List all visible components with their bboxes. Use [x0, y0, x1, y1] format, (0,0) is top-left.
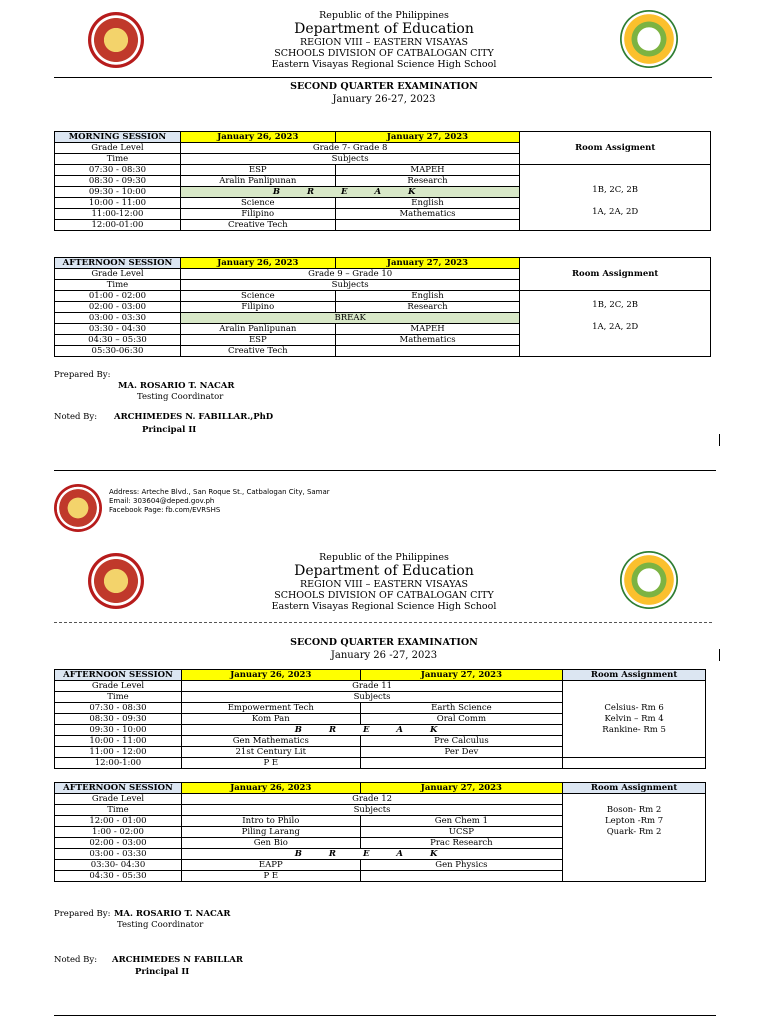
subject-day2: English	[335, 198, 520, 209]
subject-day2: Mathematics	[335, 209, 520, 220]
footer-contact	[109, 488, 330, 515]
page1-exam-dates: January 26-27, 2023	[332, 94, 436, 105]
subject-day2: MAPEH	[335, 165, 520, 176]
time-cell: 05:30-06:30	[55, 346, 181, 357]
subject-day1: P E	[181, 758, 360, 769]
date-col-1: January 26, 2023	[181, 670, 360, 681]
subject-day1: Creative Tech	[180, 220, 335, 231]
page2-exam-title: SECOND QUARTER EXAMINATION	[290, 637, 478, 648]
subject-day2: Prac Research	[360, 838, 563, 849]
noted-by-title: Principal II	[142, 425, 197, 435]
room-header: Room Assignment	[563, 783, 706, 794]
room-entry: Rankine- Rm 5	[602, 725, 666, 735]
room-assignments	[520, 165, 711, 231]
footer-divider	[54, 470, 716, 471]
subject-day2: UCSP	[360, 827, 563, 838]
header-dept: Department of Education	[294, 21, 474, 37]
time-cell: 10:00 - 11:00	[55, 198, 181, 209]
school-seal-logo	[620, 551, 678, 609]
subject-day1: ESP	[180, 165, 335, 176]
time-cell: 07:30 - 08:30	[55, 703, 182, 714]
subject-day2	[360, 758, 563, 769]
time-cell: 12:00-01:00	[55, 220, 181, 231]
grade-level-value: Grade 12	[181, 794, 562, 805]
noted-by-label: Noted By:	[54, 955, 98, 965]
room-group-2: 1A, 2A, 2D	[592, 207, 639, 217]
room-assignments	[563, 681, 706, 758]
date-col-1: January 26, 2023	[180, 132, 335, 143]
subjects-label: Subjects	[181, 692, 562, 703]
subjects-label: Subjects	[180, 154, 519, 165]
subject-day2: Oral Comm	[360, 714, 563, 725]
subject-day1: 21st Century Lit	[181, 747, 360, 758]
room-group-1: 1B, 2C, 2B	[592, 300, 639, 310]
noted-by-title: Principal II	[135, 967, 190, 977]
room-header: Room Assigment	[520, 132, 711, 165]
session-label: MORNING SESSION	[55, 132, 181, 143]
morning-session-table	[54, 131, 711, 231]
subjects-label: Subjects	[180, 280, 519, 291]
time-label: Time	[55, 692, 182, 703]
room-entry: Celsius- Rm 6	[604, 703, 664, 713]
grade-level-label: Grade Level	[55, 269, 181, 280]
date-col-1: January 26, 2023	[181, 783, 360, 794]
deped-seal-logo	[88, 553, 144, 609]
grade-level-value: Grade 7- Grade 8	[180, 143, 519, 154]
time-cell: 12:00-1:00	[55, 758, 182, 769]
grade11-session-table	[54, 669, 706, 769]
text-cursor	[719, 649, 720, 661]
header-divider	[54, 77, 712, 78]
break-time: 09:30 - 10:00	[55, 725, 182, 736]
break-time: 09:30 - 10:00	[55, 187, 181, 198]
footer-address: Address: Arteche Blvd., San Roque St., Catbalogan City, Samar	[109, 488, 330, 496]
subject-day1: Piling Larang	[181, 827, 360, 838]
room-group-1: 1B, 2C, 2B	[592, 185, 639, 195]
time-cell: 02:00 - 03:00	[55, 838, 182, 849]
break-row: B R E A K	[180, 187, 519, 198]
prepared-by-name: MA. ROSARIO T. NACAR	[114, 909, 231, 919]
header-region: REGION VIII – EASTERN VISAYAS	[299, 37, 469, 48]
subject-day2: MAPEH	[335, 324, 520, 335]
time-label: Time	[55, 280, 181, 291]
subject-day1: Science	[180, 198, 335, 209]
date-col-2: January 27, 2023	[335, 258, 520, 269]
room-empty	[563, 758, 706, 769]
time-cell: 08:30 - 09:30	[55, 176, 181, 187]
subject-day2: Gen Physics	[360, 860, 563, 871]
time-cell: 04:30 - 05:30	[55, 871, 182, 882]
time-cell: 03:30- 04:30	[55, 860, 182, 871]
subject-day2	[335, 220, 520, 231]
time-label: Time	[55, 154, 181, 165]
page2-header	[200, 552, 568, 612]
grade12-session-table	[54, 782, 706, 882]
subject-day2: Gen Chem 1	[360, 816, 563, 827]
subject-day1: Gen Mathematics	[181, 736, 360, 747]
room-entry: Lepton -Rm 7	[604, 816, 664, 826]
room-entry: Quark- Rm 2	[606, 827, 662, 837]
subject-day2: English	[335, 291, 520, 302]
date-col-1: January 26, 2023	[180, 258, 335, 269]
subject-day1: Intro to Philo	[181, 816, 360, 827]
time-cell: 07:30 - 08:30	[55, 165, 181, 176]
room-assignments	[520, 291, 711, 357]
room-group-2: 1A, 2A, 2D	[592, 322, 639, 332]
header-dept: Department of Education	[294, 563, 474, 579]
noted-by-name: ARCHIMEDES N. FABILLAR.,PhD	[114, 412, 274, 422]
deped-seal-logo	[88, 12, 144, 68]
footer-email: Email: 303604@deped.gov.ph	[109, 497, 215, 505]
page1-exam-title: SECOND QUARTER EXAMINATION	[290, 81, 478, 92]
date-col-2: January 27, 2023	[335, 132, 520, 143]
header-division: SCHOOLS DIVISION OF CATBALOGAN CITY	[274, 590, 494, 601]
time-cell: 1:00 - 02:00	[55, 827, 182, 838]
subject-day2: Mathematics	[335, 335, 520, 346]
grade-level-value: Grade 9 – Grade 10	[180, 269, 519, 280]
session-label: AFTERNOON SESSION	[55, 670, 182, 681]
bottom-divider	[54, 1015, 716, 1016]
grade-level-value: Grade 11	[181, 681, 562, 692]
page2-exam-dates: January 26 -27, 2023	[330, 650, 438, 661]
date-col-2: January 27, 2023	[360, 783, 563, 794]
header-division: SCHOOLS DIVISION OF CATBALOGAN CITY	[274, 48, 494, 59]
text-cursor	[719, 434, 720, 446]
room-entry: Kelvin – Rm 4	[604, 714, 664, 724]
session-label: AFTERNOON SESSION	[55, 783, 182, 794]
header-divider	[54, 622, 712, 623]
header-republic: Republic of the Philippines	[319, 552, 449, 563]
room-header: Room Assignment	[563, 670, 706, 681]
afternoon-session-table	[54, 257, 711, 357]
break-row: B R E A K	[181, 725, 562, 736]
footer-deped-seal-logo	[54, 484, 102, 532]
noted-by-label: Noted By:	[54, 412, 98, 422]
prepared-by-title: Testing Coordinator	[117, 920, 204, 930]
prepared-by-label: Prepared By:	[54, 370, 111, 380]
subject-day1: Creative Tech	[180, 346, 335, 357]
subject-day1: Filipino	[180, 209, 335, 220]
subject-day1: EAPP	[181, 860, 360, 871]
subject-day1: Aralin Panlipunan	[180, 324, 335, 335]
prepared-by-name: MA. ROSARIO T. NACAR	[118, 381, 235, 391]
subject-day2: Research	[335, 302, 520, 313]
prepared-by-title: Testing Coordinator	[137, 392, 224, 402]
header-region: REGION VIII – EASTERN VISAYAS	[299, 579, 469, 590]
prepared-by-label: Prepared By:	[54, 909, 111, 919]
room-entry: Boson- Rm 2	[606, 805, 662, 815]
subject-day2: Research	[335, 176, 520, 187]
header-republic: Republic of the Philippines	[319, 10, 449, 21]
subject-day2: Pre Calculus	[360, 736, 563, 747]
subject-day1: Empowerment Tech	[181, 703, 360, 714]
subject-day1: P E	[181, 871, 360, 882]
break-time: 03:00 - 03:30	[55, 313, 181, 324]
noted-by-name: ARCHIMEDES N FABILLAR	[112, 955, 243, 965]
subject-day1: Science	[180, 291, 335, 302]
subject-day2	[335, 346, 520, 357]
footer-facebook: Facebook Page: fb.com/EVRSHS	[109, 506, 221, 514]
time-label: Time	[55, 805, 182, 816]
subject-day1: Kom Pan	[181, 714, 360, 725]
time-cell: 11:00-12:00	[55, 209, 181, 220]
header-school: Eastern Visayas Regional Science High School	[271, 601, 497, 612]
subject-day1: Aralin Panlipunan	[180, 176, 335, 187]
time-cell: 11:00 - 12:00	[55, 747, 182, 758]
grade-level-label: Grade Level	[55, 143, 181, 154]
room-assignments	[563, 794, 706, 882]
header-school: Eastern Visayas Regional Science High School	[271, 59, 497, 70]
break-row: BREAK	[180, 313, 519, 324]
time-cell: 12:00 - 01:00	[55, 816, 182, 827]
time-cell: 03:30 - 04:30	[55, 324, 181, 335]
break-time: 03:00 - 03:30	[55, 849, 182, 860]
subjects-label: Subjects	[181, 805, 562, 816]
subject-day2: Per Dev	[360, 747, 563, 758]
time-cell: 02:00 - 03:00	[55, 302, 181, 313]
grade-level-label: Grade Level	[55, 681, 182, 692]
session-label: AFTERNOON SESSION	[55, 258, 181, 269]
subject-day1: Gen Bio	[181, 838, 360, 849]
time-cell: 01:00 - 02:00	[55, 291, 181, 302]
school-seal-logo	[620, 10, 678, 68]
date-col-2: January 27, 2023	[360, 670, 563, 681]
subject-day1: ESP	[180, 335, 335, 346]
room-header: Room Assignment	[520, 258, 711, 291]
grade-level-label: Grade Level	[55, 794, 182, 805]
subject-day2: Earth Science	[360, 703, 563, 714]
break-row: B R E A K	[181, 849, 562, 860]
page1-header	[200, 10, 568, 70]
time-cell: 10:00 - 11:00	[55, 736, 182, 747]
time-cell: 08:30 - 09:30	[55, 714, 182, 725]
subject-day2	[360, 871, 563, 882]
time-cell: 04:30 – 05:30	[55, 335, 181, 346]
subject-day1: Filipino	[180, 302, 335, 313]
